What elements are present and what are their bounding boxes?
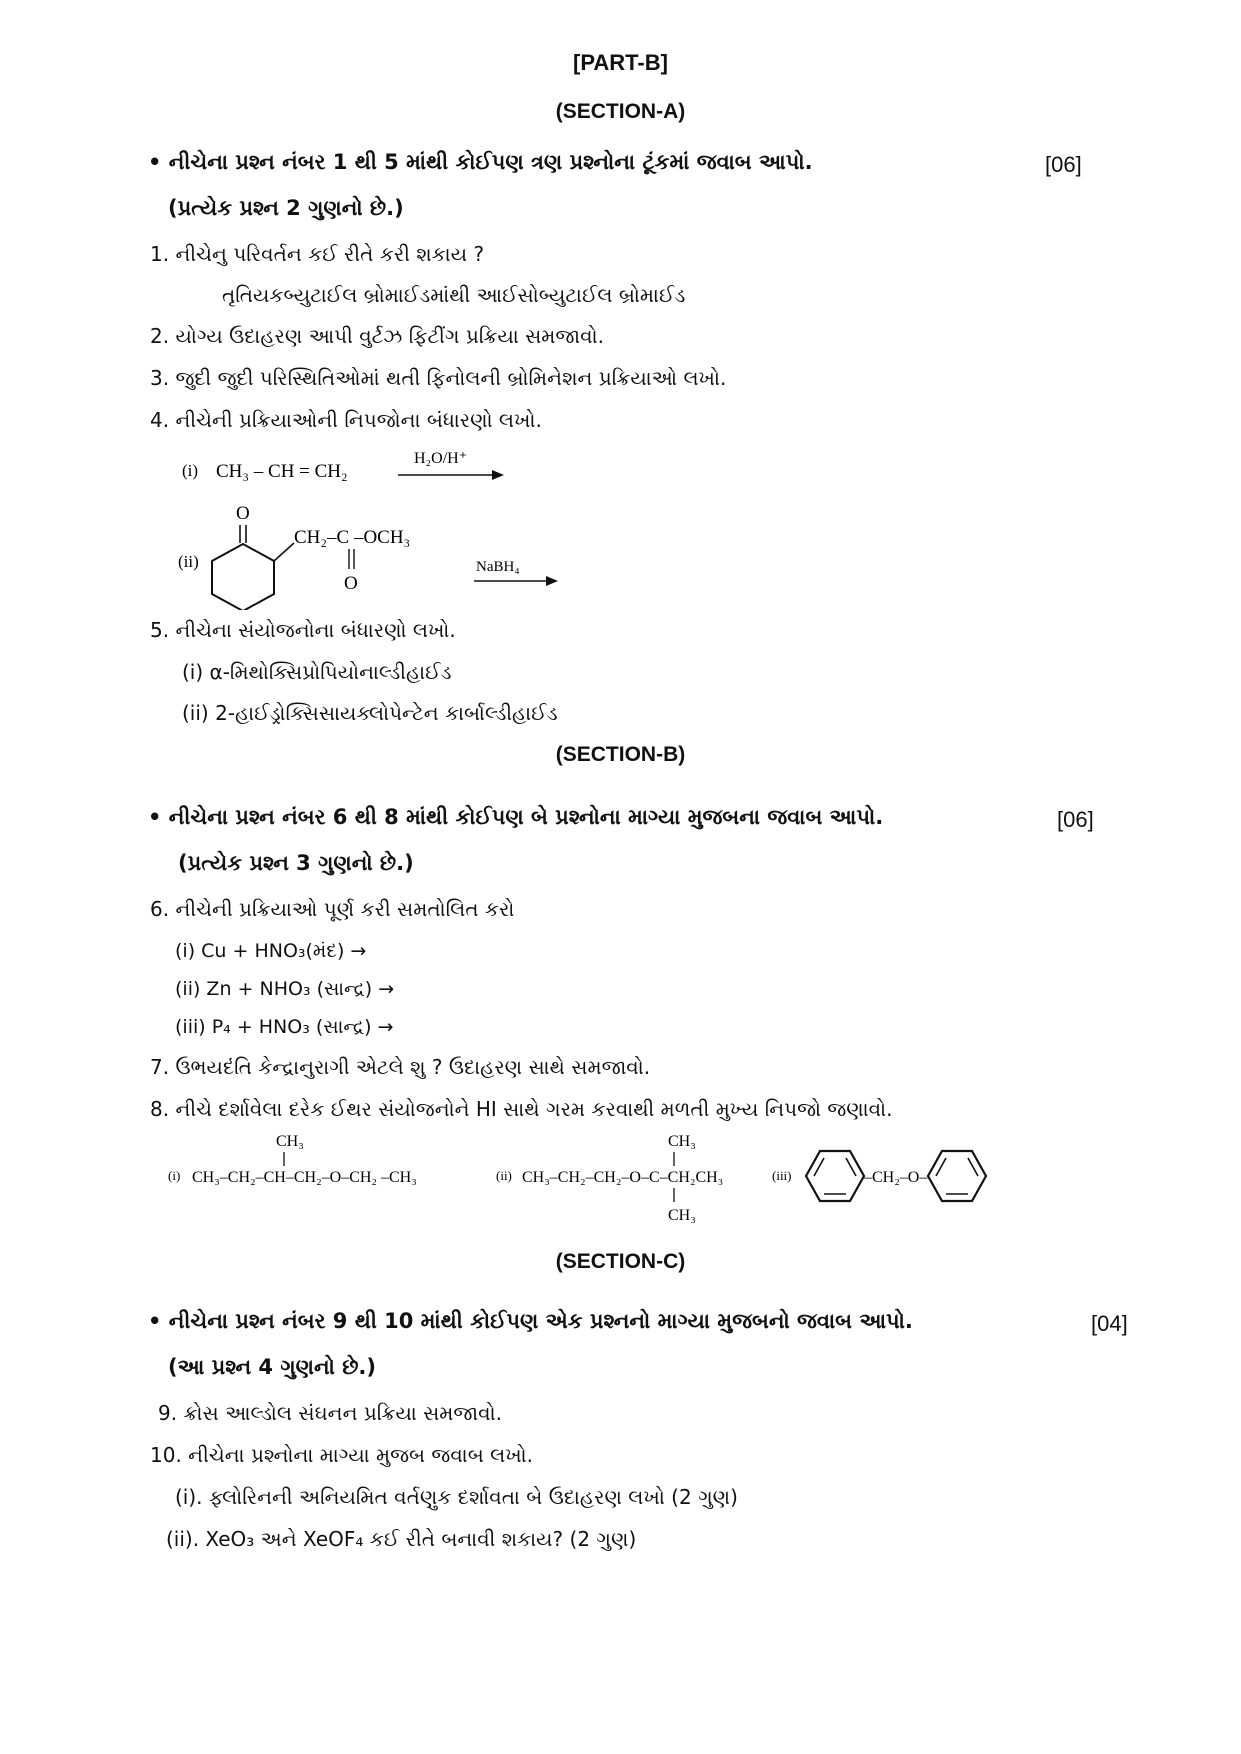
section-c-marks: [04] xyxy=(1091,1311,1128,1336)
section-b-note: (પ્રત્યેક પ્રશ્ન 3 ગુણનો છે.) xyxy=(178,851,414,875)
section-b-instruction xyxy=(148,805,883,830)
section-a-instruction-text: નીચેના પ્રશ્ન નંબર 1 થી 5 માંથી કોઈપણ ત્રણ પ્રશ્નોના ટૂંકમાં જવાબ આપો. xyxy=(168,150,813,174)
question-5: 5. નીચેના સંયોજનોના બંધારણો લખો. xyxy=(150,618,456,642)
question-2: 2. યોગ્ય ઉદાહરણ આપી વુર્ટઝ ફિટીંગ પ્રક્રિયા સમજાવો. xyxy=(150,324,604,348)
question-10-ii: (ii). XeO₃ અને XeOF₄ કઈ રીતે બનાવી શકાય? (2 ગુણ) xyxy=(166,1527,637,1551)
ether-ii-chain: CH₃–CH₂–CH₂–O–C–CH₂CH₃ xyxy=(522,1169,724,1186)
question-5-ii: (ii) 2-હાઈડ્રોક્સિસાયક્લોપેન્ટેન કાર્બાલ્ડીહાઈડ xyxy=(182,701,558,725)
reaction-4-ii-reagent: NaBH₄ xyxy=(476,559,520,575)
question-10: 10. નીચેના પ્રશ્નોના માગ્યા મુજબ જવાબ લખો. xyxy=(150,1443,534,1467)
reaction-4-i-label: (i) xyxy=(182,461,199,480)
question-6: 6. નીચેની પ્રક્રિયાઓ પૂર્ણ કરી સમતોલિત કરો xyxy=(150,897,515,921)
reaction-4-ii xyxy=(170,495,570,610)
question-6-iii: (iii) P₄ + HNO₃ (સાન્દ્ર) → xyxy=(175,1016,394,1038)
question-7: 7. ઉભયદંતિ કેન્દ્રાનુરાગી એટલે શુ ? ઉદાહરણ સાથે સમજાવો. xyxy=(150,1055,651,1079)
question-6-ii: (ii) Zn + NHO₃ (સાન્દ્ર) → xyxy=(175,978,395,1000)
ether-ii-methyl-bottom: CH₃ xyxy=(668,1207,696,1224)
question-5-i: (i) α-મિથોક્સિપ્રોપિયોનાલ્ડીહાઈડ xyxy=(182,660,452,684)
arrow-head-icon xyxy=(492,470,504,480)
ether-iii-link: –CH₂–O– xyxy=(864,1169,928,1186)
section-b-title: (SECTION-B) xyxy=(555,743,686,766)
question-9: 9. ક્રોસ આલ્ડોલ સંઘનન પ્રક્રિયા સમજાવો. xyxy=(158,1401,502,1425)
part-title: [PART-B] xyxy=(573,50,668,75)
bullet-icon: • xyxy=(148,150,162,174)
section-c-note: (આ પ્રશ્ન 4 ગુણનો છે.) xyxy=(168,1355,377,1379)
bullet-icon: • xyxy=(148,1309,162,1333)
ether-structures xyxy=(160,1128,1040,1224)
ether-ii-label: (ii) xyxy=(496,1168,512,1183)
question-6-i: (i) Cu + HNO₃(મંદ) → xyxy=(175,940,367,962)
ether-i-methyl: CH₃ xyxy=(276,1133,304,1150)
benzene-ring-icon xyxy=(928,1151,986,1201)
reaction-4-ii-carbonyl-o: O xyxy=(236,503,250,524)
section-b-marks: [06] xyxy=(1057,807,1094,832)
benzene-ring-icon xyxy=(806,1151,864,1201)
question-4: 4. નીચેની પ્રક્રિયાઓની નિપજોના બંધારણો લખો. xyxy=(150,408,542,432)
question-8: 8. નીચે દર્શાવેલા દરેક ઈથર સંયોજનોને HI સાથે ગરમ કરવાથી મળતી મુખ્ય નિપજો જણાવો. xyxy=(150,1097,893,1121)
section-c-instruction xyxy=(148,1309,913,1334)
ether-ii-methyl-top: CH₃ xyxy=(668,1133,696,1150)
reaction-4-i xyxy=(170,445,530,495)
reaction-4-ii-ester-o: O xyxy=(344,573,358,594)
section-c-instruction-text: નીચેના પ્રશ્ન નંબર 9 થી 10 માંથી કોઈપણ એક પ્રશ્નનો માગ્યા મુજબનો જવાબ આપો. xyxy=(168,1309,913,1333)
arrow-head-icon xyxy=(546,576,558,586)
ether-iii-label: (iii) xyxy=(772,1168,792,1183)
section-c-title: (SECTION-C) xyxy=(555,1250,686,1273)
section-a-title: (SECTION-A) xyxy=(555,100,686,123)
reaction-4-ii-side-chain: CH₂–C –OCH₃ xyxy=(294,527,411,548)
reaction-4-ii-label: (ii) xyxy=(178,552,199,571)
reaction-4-i-reagent: H₂O/H⁺ xyxy=(414,450,468,467)
reaction-4-i-reactant: CH₃ – CH = CH₂ xyxy=(216,461,348,482)
ether-i-label: (i) xyxy=(168,1168,181,1183)
question-3: 3. જુદી જુદી પરિસ્થિતિઓમાં થતી ફિનોલની બ્રોમિનેશન પ્રક્રિયાઓ લખો. xyxy=(150,366,727,390)
section-a-marks: [06] xyxy=(1045,152,1082,177)
section-a-note: (પ્રત્યેક પ્રશ્ન 2 ગુણનો છે.) xyxy=(168,196,404,220)
question-10-i: (i). ફ્લોરિનની અનિયમિત વર્તણુક દર્શાવતા બે ઉદાહરણ લખો (2 ગુણ) xyxy=(175,1485,738,1509)
question-1-detail: તૃતિયકબ્યુટાઈલ બ્રોમાઈડમાંથી આઈસોબ્યુટાઈલ બ્રોમાઈડ xyxy=(222,283,686,307)
section-b-instruction-text: નીચેના પ્રશ્ન નંબર 6 થી 8 માંથી કોઈપણ બે પ્રશ્નોના માગ્યા મુજબના જવાબ આપો. xyxy=(168,805,884,829)
ether-i-chain: CH₃–CH₂–CH–CH₂–O–CH₂ –CH₃ xyxy=(192,1169,417,1186)
cyclohexane-ring-icon xyxy=(212,544,274,610)
section-a-instruction xyxy=(148,150,813,175)
bullet-icon: • xyxy=(148,805,162,829)
question-1: 1. નીચેનુ પરિવર્તન કઈ રીતે કરી શકાય ? xyxy=(150,242,485,266)
